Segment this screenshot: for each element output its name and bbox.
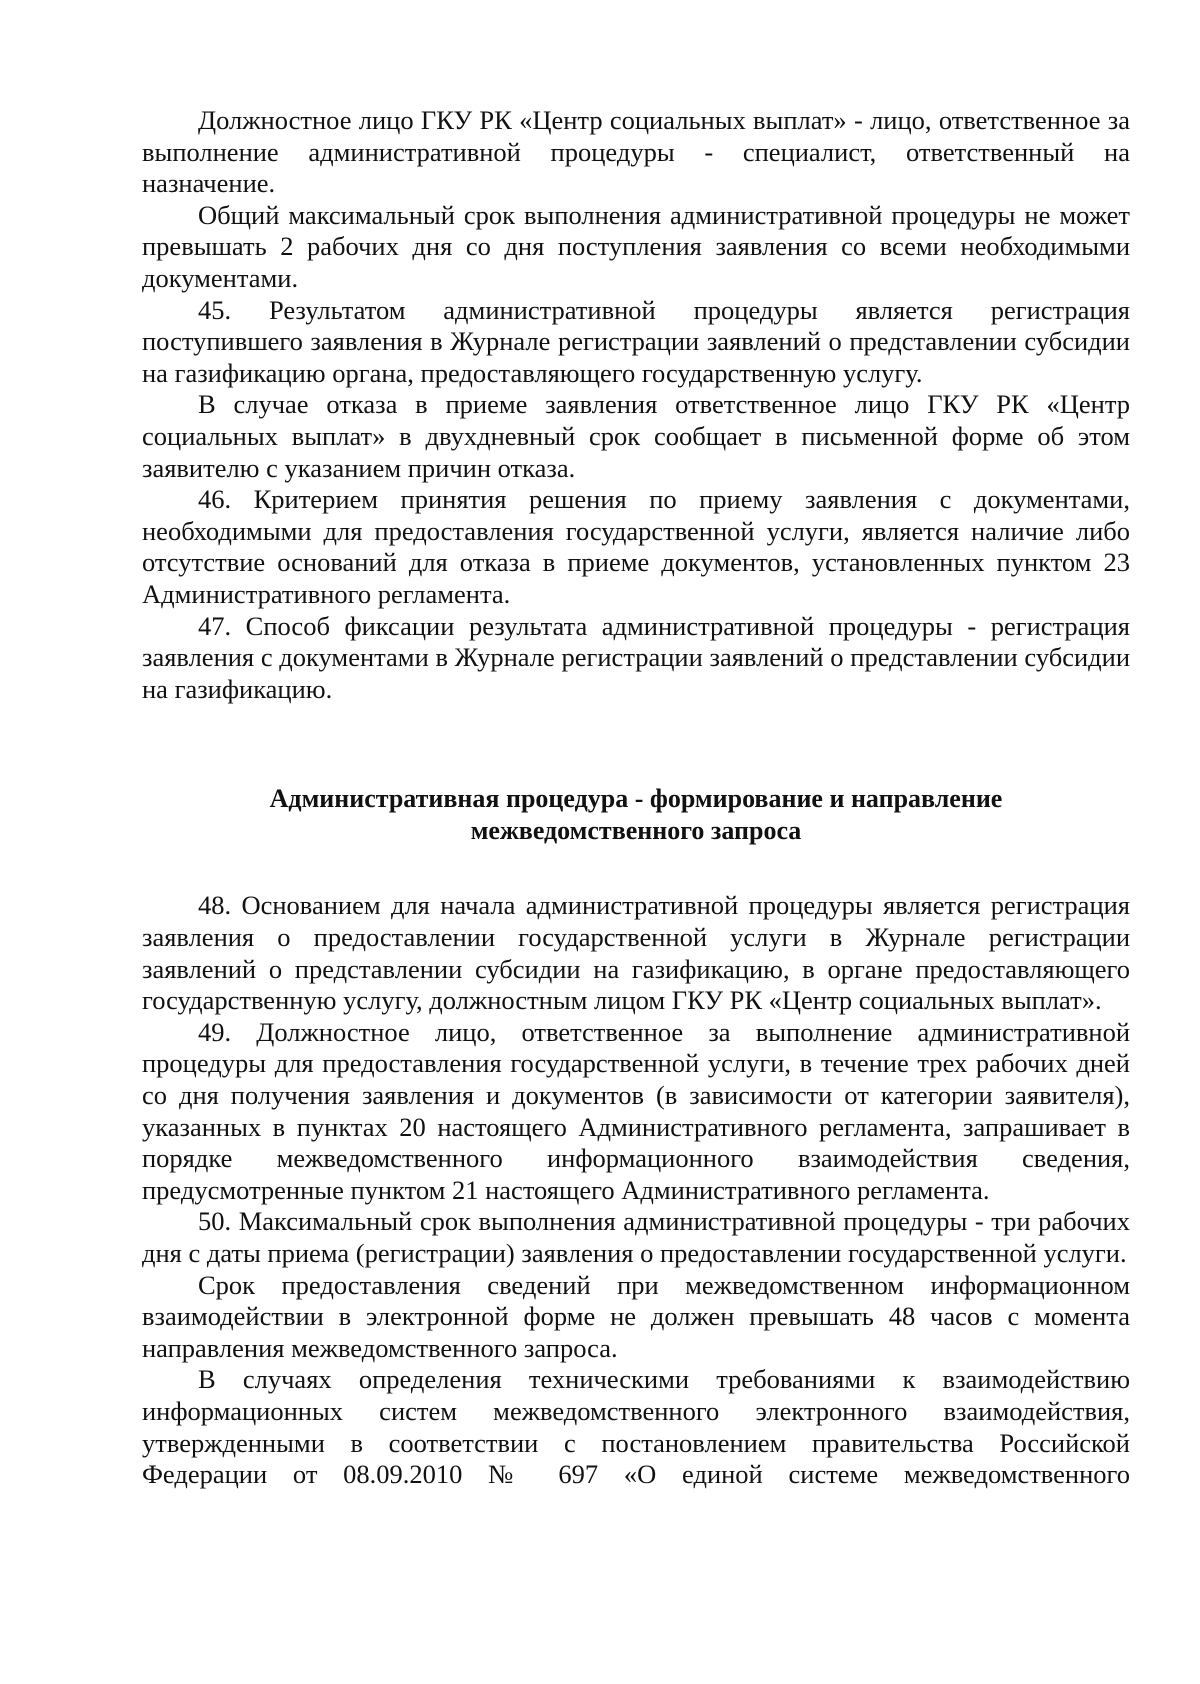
paragraph-48: 48. Основанием для начала административной процедуры является регистрация заявления о предоставлении государственной услуги в Журнале регистрации заявлений о представлении субсидии на газификацию, в органе предоставляющего государственную услугу, должностным лицом ГКУ РК «Центр социальных выплат».: [142, 890, 1130, 1016]
document-page: [142, 105, 1130, 1491]
paragraph-50: 50. Максимальный срок выполнения административной процедуры - три рабочих дня с даты приема (регистрации) заявления о предоставлении государственной услуги.: [142, 1206, 1130, 1268]
section-heading-line-1: Административная процедура - формирование и направление: [269, 784, 1003, 814]
paragraph-max-term: Общий максимальный срок выполнения административной процедуры не может превышать 2 рабочих дня со дня поступления заявления со всеми необходимыми документами.: [142, 199, 1130, 293]
section-heading-line-2: межведомственного запроса: [470, 815, 802, 845]
paragraph-49: 49. Должностное лицо, ответственное за выполнение административной процедуры для предоставления государственной услуги, в течение трех рабочих дней со дня получения заявления и документов (в зависимости от категории заявителя), указанных в пунктах 20 настоящего Административного регламента, запрашивает в порядке межведомственного информационного взаимодействия сведения, предусмотренные пунктом 21 настоящего Административного регламента.: [142, 1016, 1130, 1205]
paragraph-term-of-provision: Срок предоставления сведений при межведомственном информационном взаимодействии в электронной форме не должен превышать 48 часов с момента направления межведомственного запроса.: [142, 1269, 1130, 1363]
paragraph-technical-requirements: В случаях определения техническими требованиями к взаимодействию информационных систем межведомственного электронного взаимодействия, утвержденными в соответствии с постановлением правительства Российской Федерации от 08.09.2010 № 697 «О единой системе межведомственного: [142, 1364, 1130, 1490]
paragraph-47: 47. Способ фиксации результата административной процедуры - регистрация заявления с документами в Журнале регистрации заявлений о представлении субсидии на газификацию.: [142, 610, 1130, 704]
section-heading: [142, 783, 1130, 846]
paragraph-46: 46. Критерием принятия решения по приему заявления с документами, необходимыми для предоставления государственной услуги, является наличие либо отсутствие оснований для отказа в приеме документов, установленных пунктом 23 Административного регламента.: [142, 484, 1130, 609]
paragraph-responsible-official: Должностное лицо ГКУ РК «Центр социальных выплат» - лицо, ответственное за выполнение административной процедуры - специалист, ответственный на назначение.: [142, 105, 1130, 199]
paragraph-refusal: В случае отказа в приеме заявления ответственное лицо ГКУ РК «Центр социальных выплат» в двухдневный срок сообщает в письменной форме об этом заявителю с указанием причин отказа.: [142, 389, 1130, 483]
paragraph-45: 45. Результатом административной процедуры является регистрация поступившего заявления в Журнале регистрации заявлений о представлении субсидии на газификацию органа, предоставляющего государственную услугу.: [142, 294, 1130, 388]
